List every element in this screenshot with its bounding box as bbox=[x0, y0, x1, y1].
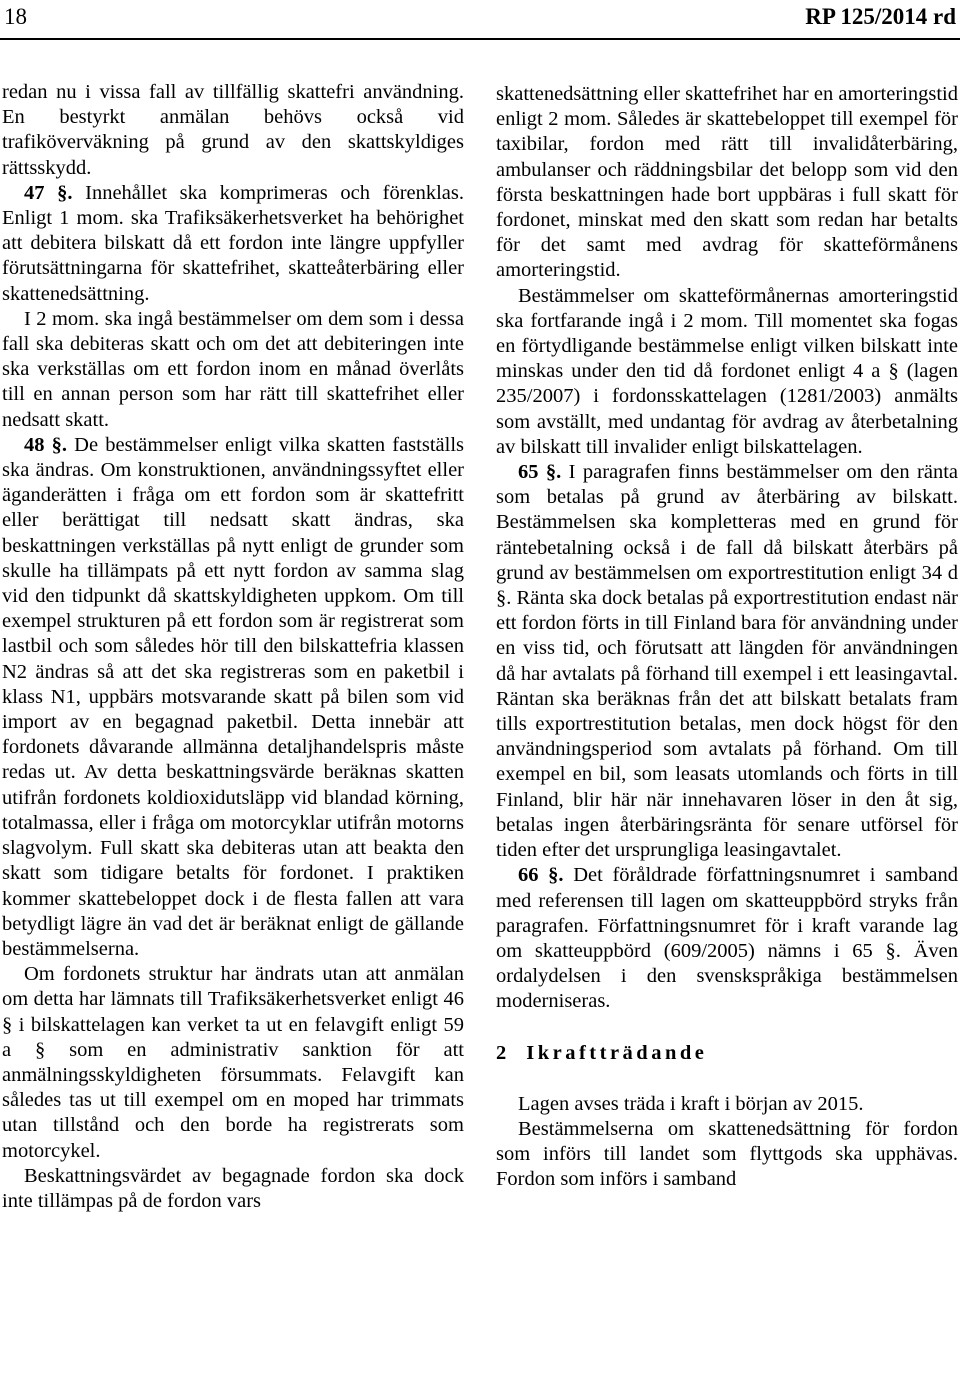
paragraph-text: I paragrafen finns bestämmelser om den ränta som betalas på grund av återbäring av bilskatt. Bestämmelsen ska kompletteras med en grund för räntebetalning också i de fall då bilskatt återbärs på grund av bestämmelsen om exportrestitution enligt 34 d §. Ränta ska dock betalas på exportrestitution endast när ett fordon förts in till Finland bara för användning under en viss tid, och förutsatt att längden för användningen då har avtalats på förhand till exempel i ett leasingavtal. Räntan ska beräknas från det att bilskatt betalats fram tills exportrestitution betalas, men dock högst för den användningsperiod som avtalats på förhand. Om till exempel en bil, som leasats utomlands och förts in till Finland, blir här när innehavaren löser in den åt sig, betalas ingen återbäringsränta för senare utförsel för tiden efter det ursprungliga leasingavtalet. bbox=[496, 461, 958, 862]
document-id: RP 125/2014 rd bbox=[805, 4, 956, 29]
section-number: 66 §. bbox=[518, 864, 564, 887]
right-column bbox=[496, 82, 958, 1193]
section-48-paragraph bbox=[2, 433, 464, 962]
heading-number: 2 bbox=[496, 1041, 507, 1064]
paragraph: redan nu i vissa fall av tillfällig skattefri användning. En bestyrkt anmälan behövs också vid trafiköverväkning på grund av den skattskyldiges rättsskydd. bbox=[2, 81, 464, 179]
paragraph: I 2 mom. ska ingå bestämmelser om dem som i dessa fall ska debiteras skatt och om det att debiteringen inte ska verkställas om ett fordon inom en månad överlåts till en annan person som har rätt till skattefrihet eller nedsatt skatt. bbox=[2, 307, 464, 431]
section-heading bbox=[496, 1041, 958, 1066]
paragraph: Bestämmelser om skatteförmånernas amorteringstid ska fortfarande ingå i 2 mom. Till momentet ska fogas en förtydligande bestämmelse enligt vilken bilskatt inte minskas under den tid då fordonet enligt 4 a § (lagen 235/2007) i fordonsskattelagen (1281/2003) anmälts som avställt, med undantag för avdrag av återbetalning av bilskatt till invalider enligt bilskattelagen. bbox=[496, 284, 958, 458]
paragraph: Beskattningsvärdet av begagnade fordon ska dock inte tillämpas på de fordon vars bbox=[2, 1164, 464, 1212]
paragraph: Om fordonets struktur har ändrats utan att anmälan om detta har lämnats till Trafiksäkerhetsverket enligt 46 § i bilskattelagen kan verket ta ut en felavgift enligt 59 a § som en administrativ sanktion för att anmälningsskyldigheten försummats. Felavgift kan således tas ut till exempel om en moped har trimmats utan tillstånd och den borde ha registrerats som motorcykel. bbox=[2, 963, 464, 1162]
running-header bbox=[0, 0, 960, 40]
heading-title: Ikraftträdande bbox=[526, 1041, 708, 1064]
section-66-paragraph bbox=[496, 863, 958, 1014]
section-number: 47 §. bbox=[24, 181, 73, 204]
paragraph: Lagen avses träda i kraft i början av 2015. bbox=[518, 1092, 864, 1115]
paragraph-text: Det föråldrade författningsnumret i samband med referensen till lagen om skatteuppbörd stryks från paragrafen. Författningsnumret för i kraft varande lag om skatteuppbörd (609/2005) nämns i 65 §. Även ordalydelsen i den svenskspråkiga bestämmelsen moderniseras. bbox=[496, 864, 958, 1013]
page-number: 18 bbox=[4, 4, 27, 29]
section-65-paragraph bbox=[496, 460, 958, 863]
paragraph-text: Innehållet ska komprimeras och förenklas. Enligt 1 mom. ska Trafiksäkerhetsverket ha behörighet att debitera bilskatt då ett fordon inte längre uppfyller förutsättningarna för skattefrihet, skatteåterbäring eller skattenedsättning. bbox=[2, 181, 465, 305]
left-column bbox=[2, 80, 464, 1214]
paragraph-text: De bestämmelser enligt vilka skatten fastställs ska ändras. Om konstruktionen, användningssyftet eller äganderätten i fråga om ett fordon som är skattefritt eller berättigat till nedsatt skatt ändras, ska beskattningen verkställas på nytt enligt de grunder som skulle ha tillämpats på ett nytt fordon av samma slag vid den tidpunkt då skattskyldigheten uppkom. Om till exempel strukturen på ett fordon som är registrerat som lastbil och som således hör till den bilskattefria klassen N2 ändras så att det ska registreras som en paketbil i klass N1, uppbärs motsvarande skatt på bilen som vid import av en begagnad paketbil. Detta innebär att fordonets dåvarande allmänna detaljhandelspris måste redas ut. Av detta beskattningsvärde beräknas skatten utifrån fordonets koldioxidutsläpp vid blandad körning, totalmassa, eller i fråga om motorcyklar utifrån motorns slagvolym. Full skatt ska debiteras utan att beakta den skatt som tidigare betalts för fordonet. I praktiken kommer skattebeloppet dock i de flesta fallen att vara betydligt lägre än vad det är beräknat enligt de gällande bestämmelserna. bbox=[2, 433, 464, 960]
section-number: 48 §. bbox=[24, 433, 68, 456]
paragraph: skattenedsättning eller skattefrihet har en amorteringstid enligt 2 mom. Således är skattebeloppet till exempel för taxibilar, fordon med rätt till invalidåterbäring, ambulanser och räddningsbilar det belopp som vid den första beskattningen hade bort uppbäras i full skatt för fordonet, minskat med den skatt som redan har betalts för det samt med avdrag för skatteförmånens amorteringstid. bbox=[496, 83, 958, 282]
section-number: 65 §. bbox=[518, 461, 562, 484]
header-rule bbox=[0, 38, 960, 40]
section-47-paragraph bbox=[2, 181, 464, 307]
paragraph: Bestämmelserna om skattenedsättning för fordon som införs till landet som flyttgods ska upphävas. Fordon som införs i samband bbox=[496, 1117, 958, 1191]
